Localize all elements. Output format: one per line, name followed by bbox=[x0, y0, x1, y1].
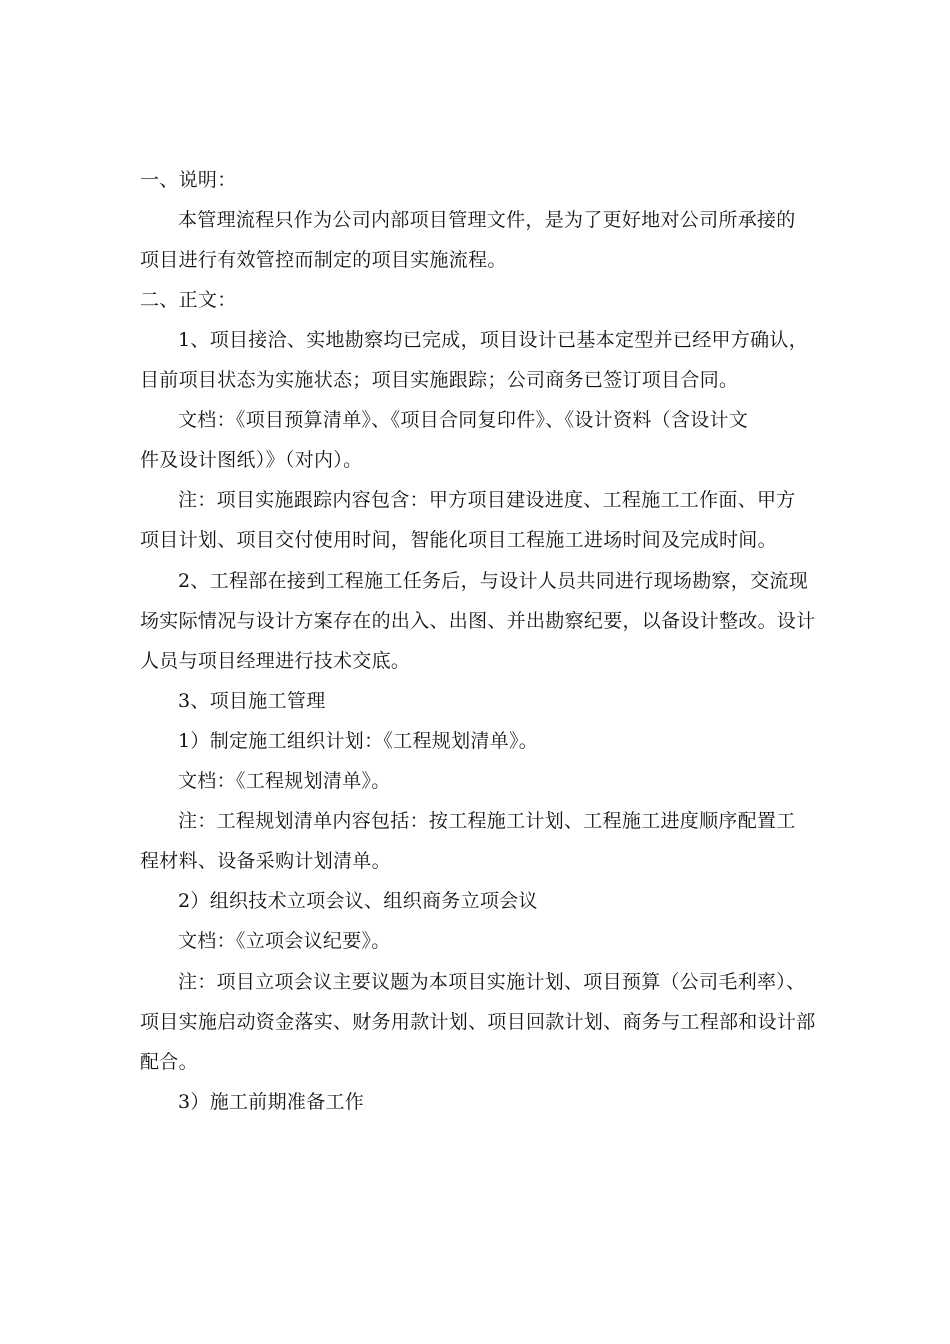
paragraph-line: 1）制定施工组织计划：《工程规划清单》。 bbox=[178, 730, 539, 752]
paragraph-line: 配合。 bbox=[140, 1051, 198, 1073]
paragraph-line: 文档：《工程规划清单》。 bbox=[178, 770, 391, 792]
paragraph-line: 1、项目接洽、实地勘察均已完成，项目设计已基本定型并已经甲方确认， bbox=[178, 329, 808, 351]
paragraph-line: 人员与项目经理进行技术交底。 bbox=[140, 650, 411, 672]
paragraph-line: 本管理流程只作为公司内部项目管理文件，是为了更好地对公司所承接的 bbox=[178, 209, 796, 231]
section-heading-explanation: 一、说明： bbox=[140, 169, 237, 191]
paragraph-line: 项目进行有效管控而制定的项目实施流程。 bbox=[140, 249, 507, 271]
section-heading-body: 二、正文： bbox=[140, 289, 237, 311]
paragraph-line: 3）施工前期准备工作 bbox=[178, 1091, 365, 1113]
subsection-heading: 3、项目施工管理 bbox=[178, 690, 326, 712]
paragraph-line: 目前项目状态为实施状态；项目实施跟踪；公司商务已签订项目合同。 bbox=[140, 369, 739, 391]
paragraph-line: 件及设计图纸）》（对内）。 bbox=[140, 449, 363, 471]
paragraph-line: 项目实施启动资金落实、财务用款计划、项目回款计划、商务与工程部和设计部 bbox=[140, 1011, 816, 1033]
paragraph-line: 注：项目实施跟踪内容包含：甲方项目建设进度、工程施工工作面、甲方 bbox=[178, 489, 796, 511]
paragraph-line: 2）组织技术立项会议、组织商务立项会议 bbox=[178, 890, 538, 912]
paragraph-line: 程材料、设备采购计划清单。 bbox=[140, 850, 391, 872]
paragraph-line: 文档：《立项会议纪要》。 bbox=[178, 930, 391, 952]
paragraph-line: 项目计划、项目交付使用时间，智能化项目工程施工进场时间及完成时间。 bbox=[140, 529, 777, 551]
paragraph-line: 2、工程部在接到工程施工任务后，与设计人员共同进行现场勘察，交流现 bbox=[178, 570, 808, 592]
paragraph-line: 场实际情况与设计方案存在的出入、出图、并出勘察纪要，以备设计整改。设计 bbox=[140, 610, 816, 632]
paragraph-line: 注：项目立项会议主要议题为本项目实施计划、项目预算（公司毛利率）、 bbox=[178, 971, 806, 993]
paragraph-line: 注：工程规划清单内容包括：按工程施工计划、工程施工进度顺序配置工 bbox=[178, 810, 796, 832]
paragraph-line: 文档：《项目预算清单》、《项目合同复印件》、《设计资料（含设计文 bbox=[178, 409, 749, 431]
